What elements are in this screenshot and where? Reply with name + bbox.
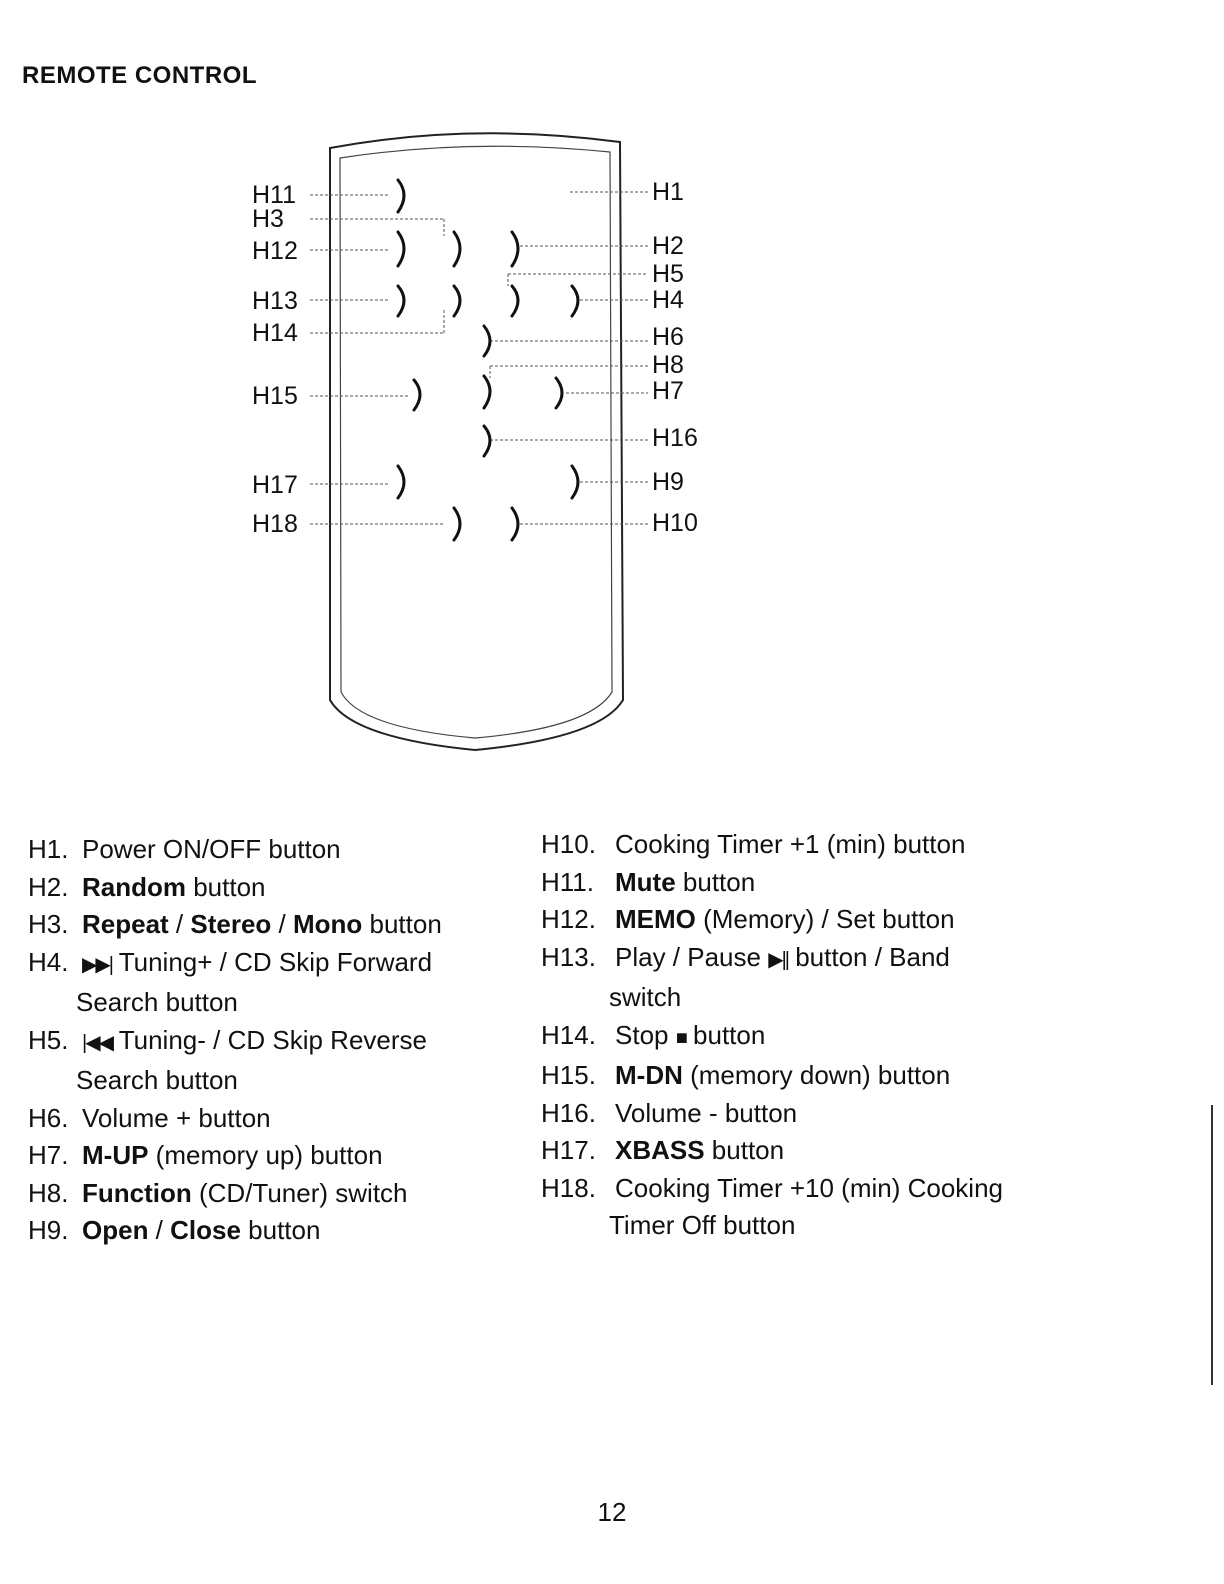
legend-continuation: Search button (76, 1065, 238, 1095)
callout-h4: H4 (652, 286, 684, 314)
legend-item (541, 826, 1041, 864)
legend-item (541, 1017, 1041, 1058)
legend-text: Play / Pause (615, 941, 769, 972)
legend-text: Volume - button (615, 1097, 798, 1128)
legend-description (76, 831, 341, 869)
mute-button-mark (398, 180, 404, 212)
legend-key: H16. (541, 1097, 596, 1128)
legend-item (28, 1022, 518, 1063)
legend-text: Power ON/OFF button (82, 834, 341, 864)
legend-text: (memory down) button (682, 1060, 951, 1090)
callout-h10: H10 (652, 509, 698, 537)
legend-item (541, 1095, 1041, 1133)
m-up-button-mark (556, 378, 562, 408)
legend-description (609, 826, 965, 864)
random-button-mark (512, 232, 518, 266)
remote-body-outline (330, 133, 623, 750)
callout-h1: H1 (652, 178, 684, 206)
legend-description (76, 1212, 320, 1250)
legend-description (609, 1017, 765, 1058)
legend-bold-term: Mono (292, 909, 363, 939)
legend-key: H18. (541, 1172, 596, 1203)
legend-key: H9. (28, 1215, 69, 1245)
function-button-mark (484, 376, 490, 408)
transport-symbol-icon: ▶▶| (82, 953, 112, 976)
callout-h12: H12 (252, 237, 298, 265)
legend-text: button (240, 1215, 321, 1245)
legend-description (76, 906, 442, 944)
memo-button-mark (398, 232, 404, 266)
legend-text: (memory up) button (148, 1140, 383, 1170)
open-close-button-mark (572, 466, 578, 498)
legend-bold-term: Repeat (82, 909, 169, 939)
legend-bold-term: Function (82, 1177, 192, 1208)
callout-h9: H9 (652, 468, 684, 496)
legend-bold-term: Mute (615, 866, 676, 897)
repeat-button-mark (454, 232, 460, 266)
legend-item (28, 1137, 518, 1175)
legend-text: button / Band (787, 941, 950, 972)
transport-symbol-icon: ■ (675, 1026, 686, 1049)
callout-h3: H3 (252, 205, 284, 233)
legend-text: Cooking Timer +1 (min) button (615, 829, 966, 859)
legend-text: Cooking Timer +10 (min) Cooking (615, 1172, 1003, 1203)
legend-key: H2. (28, 871, 69, 902)
legend-key: H4. (28, 946, 69, 977)
callout-h11: H11 (252, 181, 297, 209)
legend-bold-term: Random (82, 871, 186, 902)
legend-key: H10. (541, 829, 596, 859)
legend-description (609, 1170, 1003, 1208)
legend-text: (Memory) / Set button (695, 904, 955, 934)
legend-bold-term: Stereo (190, 909, 272, 939)
legend-description (76, 1175, 408, 1213)
volume-up-button-mark (484, 326, 490, 356)
legend-item (28, 1212, 518, 1250)
legend-bold-term: M-DN (615, 1060, 683, 1090)
legend-text: / (168, 909, 191, 939)
legend-continuation: Timer Off button (609, 1210, 796, 1240)
legend-key: H17. (541, 1135, 596, 1165)
legend-bold-term: Close (170, 1215, 241, 1245)
legend-continuation: Search button (76, 987, 238, 1017)
legend-key: H8. (28, 1177, 69, 1208)
remote-body-inner-outline (340, 146, 612, 738)
volume-down-button-mark (484, 426, 490, 456)
legend-item (541, 864, 1041, 902)
legend-text: (CD/Tuner) switch (191, 1177, 408, 1208)
legend-description (76, 1022, 427, 1063)
legend-description (76, 869, 266, 907)
legend-item (541, 939, 1041, 980)
transport-symbol-icon: ▶|| (768, 948, 788, 971)
legend-key: H5. (28, 1024, 69, 1055)
legend-key: H12. (541, 904, 596, 934)
legend-description (609, 1057, 950, 1095)
legend-description (76, 1100, 271, 1138)
leader-lines (310, 192, 648, 524)
callout-h17: H17 (252, 471, 298, 499)
legend-item (28, 944, 518, 985)
legend-bold-term: MEMO (615, 904, 696, 934)
legend-text: Stop (615, 1019, 676, 1050)
legend-key: H7. (28, 1140, 69, 1170)
timer-1-button-mark (512, 508, 518, 540)
legend-left-column (28, 831, 518, 1250)
legend-item (541, 1057, 1041, 1095)
legend-description (609, 901, 955, 939)
m-dn-button-mark (414, 380, 420, 410)
legend-item (28, 1100, 518, 1138)
legend-item (541, 1132, 1041, 1170)
legend-description (76, 1137, 383, 1175)
scan-edge-line (1211, 1105, 1213, 1385)
legend-continuation: switch (609, 982, 682, 1012)
legend-description (609, 864, 755, 902)
legend-right-column (541, 826, 1041, 1245)
play-pause-button-mark (398, 286, 404, 316)
legend-key: H15. (541, 1060, 596, 1090)
legend-description (609, 939, 950, 980)
remote-control-diagram (0, 0, 1224, 780)
legend-item (28, 831, 518, 869)
legend-key: H13. (541, 941, 596, 972)
legend-item (28, 869, 518, 907)
legend-description (76, 944, 432, 985)
legend-text: / (271, 909, 293, 939)
transport-symbol-icon: |◀◀ (82, 1031, 112, 1054)
legend-description (609, 1095, 797, 1133)
legend-text: / (148, 1215, 171, 1245)
legend-item (28, 1175, 518, 1213)
legend-text: button (685, 1019, 766, 1050)
legend-key: H1. (28, 834, 69, 864)
legend-item (28, 906, 518, 944)
legend-text: button (675, 866, 756, 897)
callout-h13: H13 (252, 287, 298, 315)
callout-h5: H5 (652, 260, 684, 288)
legend-key: H3. (28, 909, 69, 939)
stop-button-mark (454, 286, 460, 316)
legend-bold-term: XBASS (615, 1135, 705, 1165)
callout-h6: H6 (652, 323, 684, 351)
page-number: 12 (597, 1497, 627, 1527)
callout-h2: H2 (652, 232, 684, 260)
legend-description (609, 1132, 784, 1170)
legend-text: button (186, 871, 266, 902)
legend-item (541, 1170, 1041, 1208)
legend-bold-term: Open (82, 1215, 149, 1245)
callout-h15: H15 (252, 382, 298, 410)
legend-text: button (362, 909, 442, 939)
skip-forward-button-mark (572, 286, 578, 316)
callout-h14: H14 (252, 319, 298, 347)
timer-10-button-mark (454, 508, 460, 540)
xbass-button-mark (398, 466, 404, 498)
page-title: REMOTE CONTROL (22, 62, 257, 89)
legend-text: Tuning+ / CD Skip Forward (111, 946, 433, 977)
callout-h7: H7 (652, 377, 684, 405)
legend-text: Tuning- / CD Skip Reverse (111, 1024, 427, 1055)
legend-key: H14. (541, 1019, 596, 1050)
skip-reverse-button-mark (512, 286, 518, 316)
callout-h16: H16 (652, 424, 698, 452)
legend-key: H11. (541, 866, 594, 897)
legend-item (541, 901, 1041, 939)
legend-text: button (704, 1135, 785, 1165)
callout-h8: H8 (652, 351, 684, 379)
callout-h18: H18 (252, 510, 298, 538)
legend-key: H6. (28, 1102, 69, 1133)
legend-text: Volume + button (82, 1102, 271, 1133)
legend-bold-term: M-UP (82, 1140, 149, 1170)
